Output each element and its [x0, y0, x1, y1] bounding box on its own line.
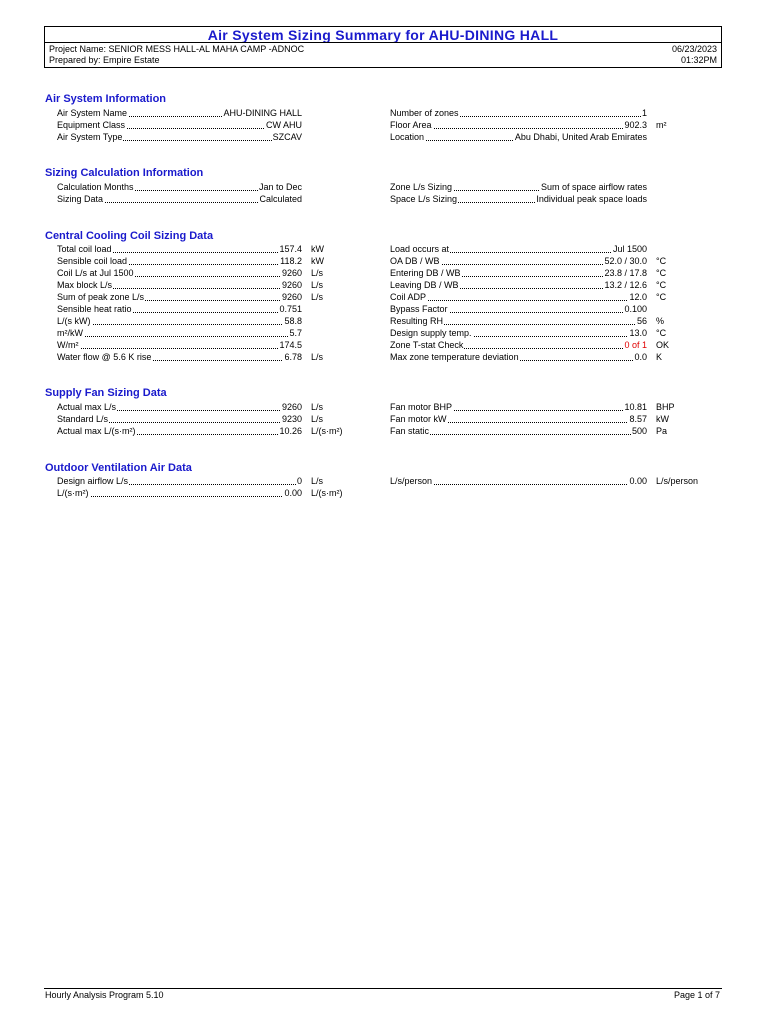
field-unit: L/s	[311, 280, 324, 290]
supply-fan-left-row	[57, 413, 302, 425]
field-label: Calculation Months	[57, 182, 134, 192]
field-unit: L/s	[311, 352, 324, 362]
field-unit: kW	[311, 244, 324, 254]
field-value: 10.26	[279, 426, 302, 436]
air-system-info-right-row	[390, 131, 647, 143]
field-unit: m²	[656, 120, 667, 130]
page-number: Page 1 of 7	[673, 990, 720, 1000]
report-date: 06/23/2023	[671, 44, 717, 54]
dot-leader	[57, 336, 302, 337]
field-value: 13.2 / 12.6	[604, 280, 647, 290]
cooling-coil-left-row	[57, 279, 302, 291]
field-label: Air System Name	[57, 108, 128, 118]
cooling-coil-right-row	[390, 315, 647, 327]
cooling-coil-left-row	[57, 243, 302, 255]
field-unit: L/(s·m²)	[311, 488, 343, 498]
field-unit: L/s	[311, 402, 324, 412]
supply-fan-heading: Supply Fan Sizing Data	[45, 387, 167, 399]
field-label: Air System Type	[57, 132, 123, 142]
cooling-coil-right-row	[390, 351, 647, 363]
field-label: Fan motor kW	[390, 414, 447, 424]
outdoor-air-heading: Outdoor Ventilation Air Data	[45, 462, 192, 474]
field-unit: °C	[656, 280, 667, 290]
dot-leader	[57, 496, 302, 497]
field-value: 500	[631, 426, 647, 436]
field-label: Entering DB / WB	[390, 268, 461, 278]
field-value: 9260	[281, 402, 302, 412]
field-value: 58.8	[284, 316, 302, 326]
field-label: Zone L/s Sizing	[390, 182, 453, 192]
field-value: 56	[636, 316, 647, 326]
field-value: Sum of space airflow rates	[540, 182, 647, 192]
field-label: Equipment Class	[57, 120, 126, 130]
field-label: Actual max L/(s·m²)	[57, 426, 136, 436]
field-label: OA DB / WB	[390, 256, 440, 266]
field-label: Load occurs at	[390, 244, 450, 254]
air-system-info-left-row	[57, 119, 302, 131]
field-label: Leaving DB / WB	[390, 280, 459, 290]
field-value: 6.78	[284, 352, 302, 362]
field-value: 9260	[281, 292, 302, 302]
cooling-coil-right-row	[390, 291, 647, 303]
field-unit: L/(s·m²)	[311, 426, 343, 436]
field-unit: L/s	[311, 414, 324, 424]
cooling-coil-right-row	[390, 339, 647, 351]
cooling-coil-left-row	[57, 351, 302, 363]
field-value: 0.00	[284, 488, 302, 498]
field-label: Coil ADP	[390, 292, 427, 302]
field-value: 0 of 1	[624, 340, 647, 350]
field-label: Max zone temperature deviation	[390, 352, 519, 362]
field-value: CW AHU	[266, 120, 302, 130]
field-value: 52.0 / 30.0	[604, 256, 647, 266]
field-unit: °C	[656, 268, 667, 278]
supply-fan-right-row	[390, 413, 647, 425]
field-label: Location	[390, 132, 425, 142]
header-divider	[45, 42, 721, 43]
supply-fan-left-row	[57, 425, 302, 437]
cooling-coil-left-row	[57, 267, 302, 279]
field-value: AHU-DINING HALL	[223, 108, 302, 118]
air-system-info-right-row	[390, 119, 647, 131]
air-system-info-right-row	[390, 107, 647, 119]
field-value: 5.7	[289, 328, 302, 338]
field-label: Space L/s Sizing	[390, 194, 458, 204]
field-unit: BHP	[656, 402, 675, 412]
field-value: 902.3	[624, 120, 647, 130]
cooling-coil-left-row	[57, 255, 302, 267]
field-label: Fan motor BHP	[390, 402, 453, 412]
report-time: 01:32PM	[680, 55, 717, 65]
field-label: Total coil load	[57, 244, 112, 254]
field-label: Sizing Data	[57, 194, 104, 204]
field-label: W/m²	[57, 340, 79, 350]
prepared-by: Prepared by: Empire Estate	[49, 55, 160, 65]
cooling-coil-right-row	[390, 303, 647, 315]
field-value: 10.81	[624, 402, 647, 412]
field-label: L/(s·m²)	[57, 488, 89, 498]
header-line-prepared	[49, 55, 717, 66]
field-value: Individual peak space loads	[536, 194, 647, 204]
field-value: 0	[296, 476, 302, 486]
field-value: 13.0	[629, 328, 647, 338]
field-unit: L/s	[311, 268, 324, 278]
field-label: m²/kW	[57, 328, 83, 338]
cooling-coil-right-row	[390, 243, 647, 255]
field-label: Max block L/s	[57, 280, 113, 290]
field-value: Calculated	[259, 194, 302, 204]
field-unit: %	[656, 316, 665, 326]
cooling-coil-left-row	[57, 339, 302, 351]
field-unit: K	[656, 352, 663, 362]
supply-fan-right-row	[390, 401, 647, 413]
field-value: 174.5	[279, 340, 302, 350]
sizing-calc-left-row	[57, 181, 302, 193]
field-value: 23.8 / 17.8	[604, 268, 647, 278]
cooling-coil-left-row	[57, 327, 302, 339]
outdoor-air-left-row	[57, 475, 302, 487]
field-unit: L/s/person	[656, 476, 699, 486]
field-label: Floor Area	[390, 120, 432, 130]
cooling-coil-right-row	[390, 255, 647, 267]
supply-fan-right-row	[390, 425, 647, 437]
sizing-calc-right-row	[390, 181, 647, 193]
field-value: SZCAV	[272, 132, 302, 142]
field-label: Design supply temp.	[390, 328, 472, 338]
field-label: Resulting RH	[390, 316, 444, 326]
cooling-coil-right-row	[390, 279, 647, 291]
field-label: Sum of peak zone L/s	[57, 292, 145, 302]
report-header	[44, 26, 722, 68]
field-value: 0.00	[629, 476, 647, 486]
field-value: 9230	[281, 414, 302, 424]
field-unit: L/s	[311, 292, 324, 302]
project-name: Project Name: SENIOR MESS HALL-AL MAHA CAMP -ADNOC	[49, 44, 305, 54]
field-label: Design airflow L/s	[57, 476, 129, 486]
cooling-coil-heading: Central Cooling Coil Sizing Data	[45, 230, 214, 242]
field-value: 8.57	[629, 414, 647, 424]
field-unit: L/s	[311, 476, 324, 486]
outdoor-air-left-row	[57, 487, 302, 499]
footer-divider	[44, 988, 722, 989]
field-label: Sensible heat ratio	[57, 304, 132, 314]
field-unit: kW	[311, 256, 324, 266]
dot-leader	[57, 324, 302, 325]
field-label: Water flow @ 5.6 K rise	[57, 352, 152, 362]
field-label: Number of zones	[390, 108, 459, 118]
supply-fan-left-row	[57, 401, 302, 413]
cooling-coil-left-row	[57, 315, 302, 327]
field-unit: °C	[656, 328, 667, 338]
cooling-coil-left-row	[57, 291, 302, 303]
field-unit: Pa	[656, 426, 668, 436]
field-value: 0.751	[279, 304, 302, 314]
report-title: Air System Sizing Summary for AHU-DINING HALL	[207, 27, 559, 43]
field-value: 157.4	[279, 244, 302, 254]
field-label: Coil L/s at Jul 1500	[57, 268, 134, 278]
field-value: Jul 1500	[612, 244, 647, 254]
field-label: L/s/person	[390, 476, 433, 486]
field-unit: °C	[656, 292, 667, 302]
field-label: Sensible coil load	[57, 256, 128, 266]
field-value: 12.0	[629, 292, 647, 302]
air-system-info-heading: Air System Information	[45, 93, 167, 105]
cooling-coil-right-row	[390, 327, 647, 339]
outdoor-air-right-row	[390, 475, 647, 487]
field-value: 1	[641, 108, 647, 118]
air-system-info-left-row	[57, 107, 302, 119]
sizing-calc-right-row	[390, 193, 647, 205]
field-unit: °C	[656, 256, 667, 266]
cooling-coil-left-row	[57, 303, 302, 315]
field-value: 0.0	[634, 352, 647, 362]
field-value: Abu Dhabi, United Arab Emirates	[514, 132, 647, 142]
sizing-calc-left-row	[57, 193, 302, 205]
field-label: Actual max L/s	[57, 402, 117, 412]
field-unit: OK	[656, 340, 670, 350]
field-label: Zone T-stat Check	[390, 340, 464, 350]
field-label: L/(s kW)	[57, 316, 91, 326]
header-line-project	[49, 44, 717, 55]
dot-leader	[390, 300, 647, 301]
sizing-calc-heading: Sizing Calculation Information	[45, 167, 204, 179]
air-system-info-left-row	[57, 131, 302, 143]
cooling-coil-right-row	[390, 267, 647, 279]
field-value: 9260	[281, 268, 302, 278]
field-value: 118.2	[280, 256, 302, 266]
field-value: 9260	[281, 280, 302, 290]
field-label: Standard L/s	[57, 414, 109, 424]
dot-leader	[57, 348, 302, 349]
field-value: Jan to Dec	[258, 182, 302, 192]
field-value: 0.100	[624, 304, 647, 314]
field-label: Fan static	[390, 426, 430, 436]
field-label: Bypass Factor	[390, 304, 448, 314]
program-name: Hourly Analysis Program 5.10	[45, 990, 164, 1000]
field-unit: kW	[656, 414, 669, 424]
